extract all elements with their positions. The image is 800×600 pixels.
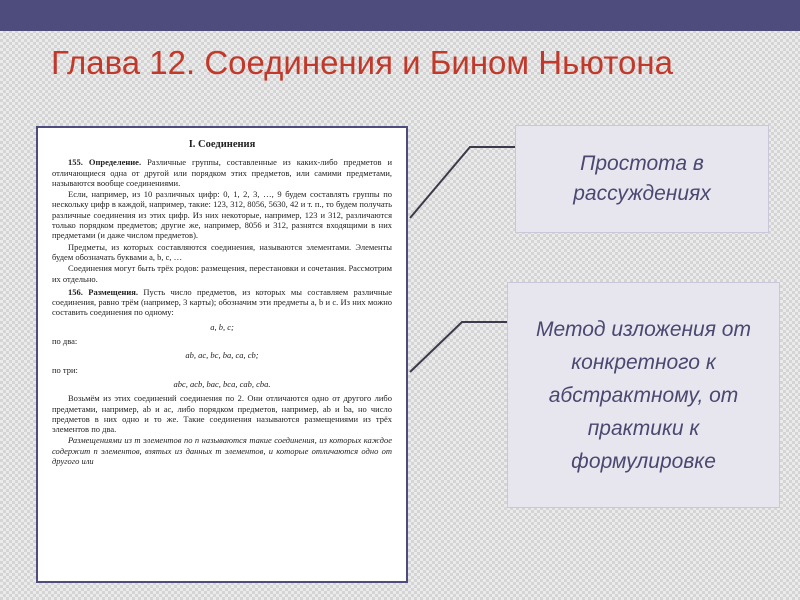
paragraph: Если, например, из 10 различных цифр: 0, 1, 2, 3, …, 9 будем составлять группы по нескольку цифр в каждой, например, такие: 123, 312, 8056, 5630, 42 и т. п., то будем получать различные соединения из этих цифр. Из них некоторые, например, 123 и 312, различаются только порядком предметов; другие же, например, 8056 и 312, разнятся входящими в них предметами (и даже числом предметов). [52,189,392,241]
list-item: a, b, c; [210,321,234,332]
top-bar [0,0,800,31]
list-item-label: по три: [52,364,78,375]
list-item: abc, acb, bac, bca, cab, cba. [173,378,271,389]
callout-text: Метод изложения от конкретного к абстрактному, от практики к формулировке [536,317,751,473]
paragraph: Размещениями из m элементов по n называются такие соединения, из которых каждое содержит n элементов, взятых из данных m элементов, и которые отличаются одно от другого или [52,435,392,467]
paragraph: Возьмём из этих соединений соединения по 2. Они отличаются одно от другого либо предметами, например, ab и ac, либо порядком предметов, например, ab и ba, но число предметов в них одно и то же. Такие соединения называются размещениями из трёх элементов по два. [52,393,392,435]
slide-title: Глава 12. Соединения и Бином Ньютона [51,44,673,81]
callout-text: Простота в рассуждениях [573,152,711,205]
paragraph: Соединения могут быть трёх родов: размещения, перестановки и сочетания. Рассмотрим их отдельно. [52,263,392,284]
paragraph: 156. Размещения. Пусть число предметов, из которых мы составляем различные соединения, равно трём (например, 3 карты); обозначим эти предметы a, b и c. Из них можно составить соединения по одному: [52,286,392,318]
book-page-excerpt [36,126,408,583]
callout-method [507,282,780,508]
list-item: ab, ac, bc, ba, ca, cb; [185,350,259,361]
paragraph: 155. Определение. Различные группы, составленные из каких-либо предметов и отличающиеся одна от другой или порядком этих предметов, или самими предметами, называются вообще соединениями. [52,157,392,188]
list-item-label: по два: [52,336,78,347]
page-heading: I. Соединения [188,139,256,150]
callout-simplicity [515,125,769,233]
paragraph: Предметы, из которых составляются соединения, называются элементами. Элементы будем обозначать буквами a, b, c, … [52,241,392,262]
